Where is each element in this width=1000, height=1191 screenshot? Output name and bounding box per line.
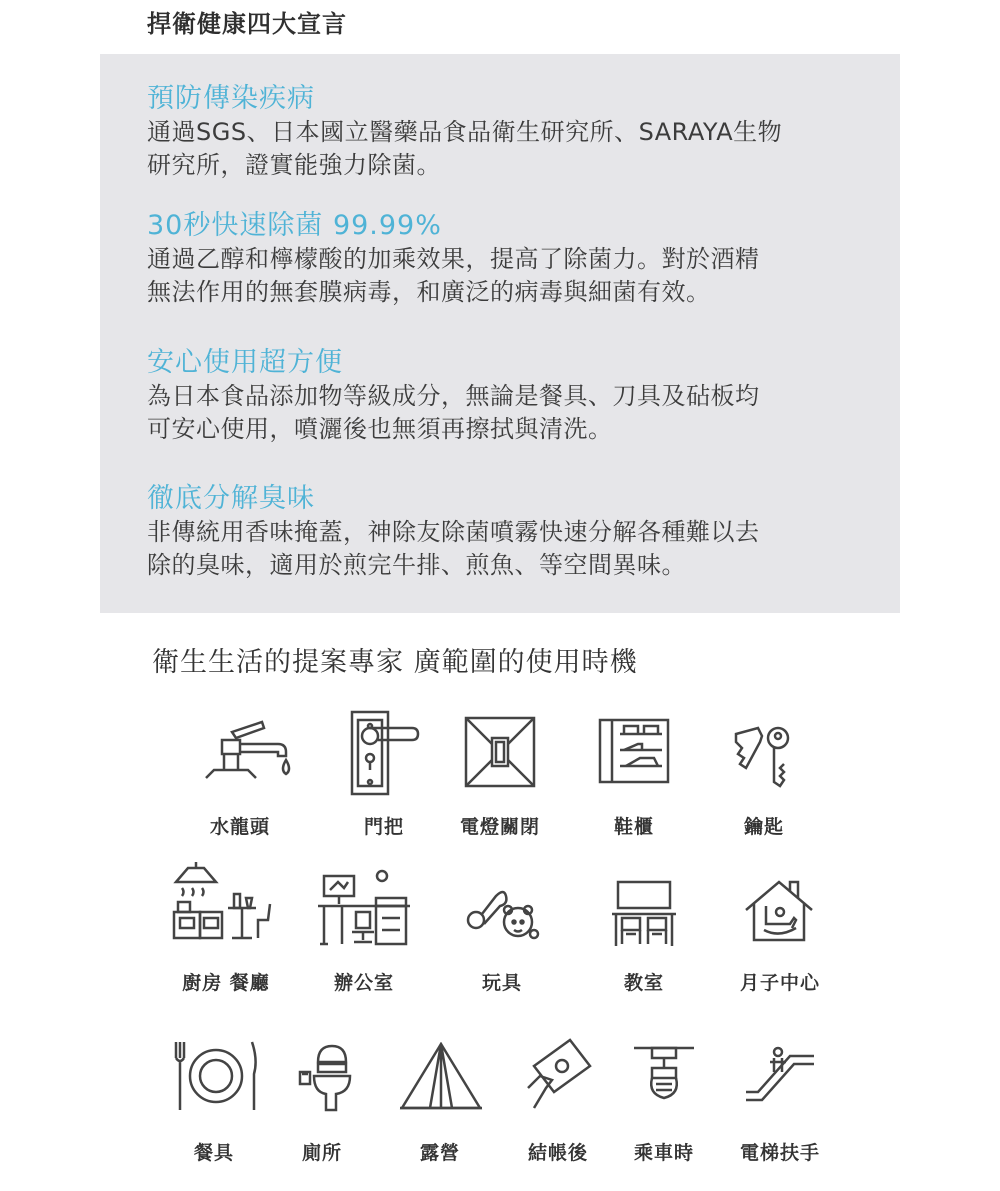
usage-label-tableware: 餐具 xyxy=(193,1142,234,1164)
escalator-icon xyxy=(742,1046,818,1106)
tent-icon xyxy=(398,1042,484,1112)
declaration-3 xyxy=(147,346,867,446)
usage-label-office: 辦公室 xyxy=(333,972,394,994)
declaration-title: 預防傳染疾病 xyxy=(147,83,315,114)
usage-label-checkout: 結帳後 xyxy=(527,1142,588,1164)
declarations-panel xyxy=(100,54,900,613)
declaration-title: 徹底分解臭味 xyxy=(147,483,315,514)
postpartum-home-icon xyxy=(742,880,816,942)
declaration-line: 除的臭味，適用於煎完牛排、煎魚、等空間異味。 xyxy=(147,551,686,579)
usage-label-shoe-cabinet: 鞋櫃 xyxy=(613,816,654,838)
declaration-line: 通過乙醇和檸檬酸的加乘效果，提高了除菌力。對於酒精 xyxy=(147,245,760,273)
declaration-title: 安心使用超方便 xyxy=(147,347,343,378)
declaration-line: 通過SGS、日本國立醫藥品食品衛生研究所、SARAYA生物 xyxy=(147,118,783,146)
usage-label-toy: 玩具 xyxy=(481,972,522,994)
usage-label-keys: 鑰匙 xyxy=(743,816,784,838)
toilet-icon xyxy=(296,1044,356,1114)
light-switch-icon xyxy=(464,716,536,788)
usage-label-light-switch: 電燈關閉 xyxy=(459,816,540,838)
declaration-title: 30秒快速除菌 99.99% xyxy=(147,210,442,241)
door-handle-icon xyxy=(348,710,420,796)
classroom-icon xyxy=(610,880,678,948)
usage-label-escalator: 電梯扶手 xyxy=(739,1142,820,1164)
usage-label-camping: 露營 xyxy=(419,1142,460,1164)
usage-label-faucet: 水龍頭 xyxy=(209,816,270,838)
page-title: 捍衛健康四大宣言 xyxy=(147,10,347,38)
declaration-line: 可安心使用，噴灑後也無須再擦拭與清洗。 xyxy=(147,415,613,443)
declaration-line: 為日本食品添加物等級成分，無論是餐具、刀具及砧板均 xyxy=(147,382,760,410)
keys-icon xyxy=(732,724,802,788)
usage-label-classroom: 教室 xyxy=(623,972,664,994)
kitchen-icon xyxy=(170,858,274,942)
tableware-icon xyxy=(172,1040,260,1112)
shoe-cabinet-icon xyxy=(598,718,670,784)
faucet-icon xyxy=(200,718,296,784)
declaration-line: 非傳統用香味掩蓋，神除友除菌噴霧快速分解各種難以去 xyxy=(147,518,760,546)
toy-icon xyxy=(466,876,540,946)
money-hand-icon xyxy=(524,1036,592,1112)
declaration-line: 無法作用的無套膜病毒，和廣泛的病毒與細菌有效。 xyxy=(147,278,711,306)
usage-label-toilet: 廁所 xyxy=(301,1142,342,1164)
declaration-4 xyxy=(147,482,867,582)
usage-label-bus: 乘車時 xyxy=(633,1142,694,1164)
office-icon xyxy=(316,868,412,946)
bus-handle-icon xyxy=(632,1044,696,1118)
declaration-line: 研究所，證實能強力除菌。 xyxy=(147,151,441,179)
declaration-2 xyxy=(147,209,867,309)
declaration-1 xyxy=(147,82,867,182)
usage-label-kitchen: 廚房 餐廳 xyxy=(182,972,270,994)
usage-title: 衛生生活的提案專家 廣範圍的使用時機 xyxy=(152,647,638,678)
usage-label-postpartum-home: 月子中心 xyxy=(739,972,820,994)
usage-label-door-handle: 門把 xyxy=(363,816,404,838)
